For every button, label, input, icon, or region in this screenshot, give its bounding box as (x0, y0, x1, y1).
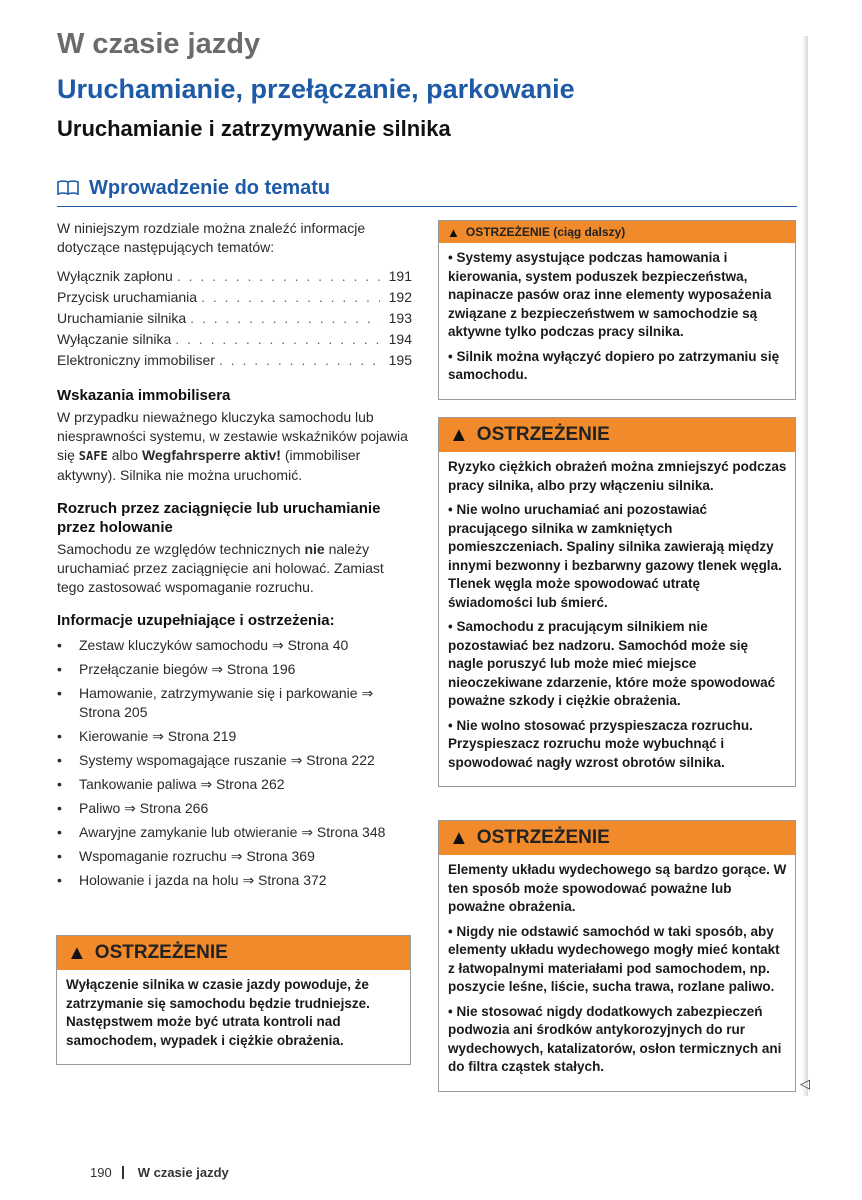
info-list (57, 636, 412, 890)
page-footer (90, 1165, 229, 1180)
subsection-title: Uruchamianie i zatrzymywanie silnika (57, 116, 451, 141)
warning-bullet: • Nie wolno uruchamiać ani pozostawiać pracującego silnika w zamkniętych pomieszczeniach. Spaliny silnika zawierają między innymi bezwonny i bezbarwny gazowy tlenek węgla. Tlenek węgla może spowodować utratę świadomości lub śmierć. (448, 502, 782, 610)
safe-indicator: SAFE (78, 449, 108, 463)
warning-bullet: • Nigdy nie odstawić samochód w taki sposób, aby elementy układu wydechowego mogły mieć kontakt z łatwopalnymi materiałami pod samochodem, np. poszycie leśne, liście, sucha trawa, rozlane paliwo. (448, 923, 780, 994)
toc-label: Wyłącznik zapłonu (57, 268, 173, 284)
intro-text: W niniejszym rozdziale można znaleźć informacje dotyczące następujących tematów: (57, 220, 366, 255)
warning-box-engine-off (56, 935, 411, 1065)
warning-bullet: • Nie stosować nigdy dodatkowych zabezpieczeń podwozia ani środków antykorozyjnych do rur wydechowych, katalizatorów, osłon termicznych ani do filtra cząstek stałych. (448, 1003, 782, 1074)
page-number: 190 (90, 1165, 112, 1180)
book-icon (57, 180, 79, 201)
left-column (57, 219, 412, 895)
toc-item[interactable] (57, 267, 412, 288)
warning-box-continued (438, 220, 796, 400)
info-link-item[interactable]: • Awaryjne zamykanie lub otwieranie ⇒ Strona 348 (57, 823, 412, 842)
warning-intro: Ryzyko ciężkich obrażeń można zmniejszyć podczas pracy silnika, albo przy włączeniu silnika. (448, 459, 787, 493)
toc-label: Wyłączanie silnika (57, 331, 172, 347)
info-link-item[interactable]: • Zestaw kluczyków samochodu ⇒ Strona 40 (57, 636, 412, 655)
toc-label: Uruchamianie silnika (57, 310, 187, 326)
warning-triangle-icon: ▲ (449, 423, 469, 446)
warning-triangle-icon: ▲ (67, 941, 87, 964)
warning-bullet: • Systemy asystujące podczas hamowania i kierowania, system poduszek bezpieczeństwa, napinacze pasów oraz inne elementy wyposażenia związane z bezpieczeństwem w samochodzie są aktywne tylko podczas pracy silnika. (448, 250, 772, 339)
info-link-item[interactable]: • Kierowanie ⇒ Strona 219 (57, 727, 412, 746)
intro-title: Wprowadzenie do tematu (89, 177, 331, 199)
warning-title: OSTRZEŻENIE (476, 827, 610, 848)
info-link-item[interactable]: • Holowanie i jazda na holu ⇒ Strona 372 (57, 871, 412, 890)
info-link-item[interactable]: • Hamowanie, zatrzymywanie się i parkowanie ⇒ Strona 205 (57, 684, 412, 722)
warning-bullet: • Nie wolno stosować przyspieszacza rozruchu. Przyspieszacz rozruchu może wybuchnąć i spowodować nagły wzrost obrotów silnika. (448, 717, 753, 770)
rozruch-heading: Rozruch przez zaciągnięcie lub uruchamianie przez holowanie (57, 500, 381, 536)
intro-heading-bar (57, 176, 797, 207)
info-heading: Informacje uzupełniające i ostrzeżenia: (57, 612, 335, 629)
section-title: Uruchamianie, przełączanie, parkowanie (57, 74, 575, 104)
toc-item[interactable] (57, 309, 412, 330)
toc-label: Przycisk uruchamiania (57, 289, 198, 305)
toc-page: 195 (388, 352, 412, 368)
warning-box-engine-running (438, 417, 796, 787)
info-link-item[interactable]: • Tankowanie paliwa ⇒ Strona 262 (57, 775, 412, 794)
warning-triangle-icon: ▲ (447, 224, 460, 240)
warning-title: OSTRZEŻENIE (94, 942, 228, 963)
toc-page: 194 (388, 331, 412, 347)
warning-title: OSTRZEŻENIE (476, 424, 610, 445)
chapter-title: W czasie jazdy (57, 28, 261, 60)
toc-page: 192 (388, 289, 412, 305)
toc-page: 193 (388, 310, 412, 326)
footer-section: W czasie jazdy (137, 1165, 229, 1180)
toc-page: 191 (388, 268, 412, 284)
info-link-item[interactable]: • Systemy wspomagające ruszanie ⇒ Strona 222 (57, 751, 412, 770)
toc-item[interactable] (57, 330, 412, 351)
toc-list (57, 267, 412, 372)
warning-bullet: • Silnik można wyłączyć dopiero po zatrzymaniu się samochodu. (448, 348, 780, 382)
warning-box-exhaust (438, 820, 796, 1092)
toc-item[interactable] (57, 351, 412, 372)
toc-label: Elektroniczny immobiliser (57, 352, 215, 368)
toc-item[interactable] (57, 288, 412, 309)
warning-intro: Elementy układu wydechowego są bardzo gorące. W ten sposób może spowodować poważne lub poważne obrażenia. (448, 862, 787, 914)
warning-title: OSTRZEŻENIE (ciąg dalszy) (465, 225, 626, 239)
immo-text: W przypadku nieważnego kluczyka samochodu lub niesprawności systemu, w zestawie wskaźników pojawia się SAFE albo Wegfahrsperre aktiv! (immobiliser aktywny). Silnika nie można uruchomić. (57, 409, 408, 483)
rozruch-text: Samochodu ze względów technicznych nie należy uruchamiać przez zaciągnięcie ani holować. Zamiast tego zastosować wspomaganie rozruchu. (57, 541, 384, 595)
immo-heading: Wskazania immobilisera (57, 387, 231, 404)
footer-divider (122, 1166, 124, 1179)
info-link-item[interactable]: • Wspomaganie rozruchu ⇒ Strona 369 (57, 847, 412, 866)
continue-arrow-icon: ◁ (800, 1076, 810, 1091)
warning-triangle-icon: ▲ (449, 826, 469, 849)
warning-bullet: • Samochodu z pracującym silnikiem nie pozostawiać bez nadzoru. Samochód może się nagle poruszyć lub może mieć miejsce nieoczekiwane zdarzenie, które może spowodować poważne szkody i ciężkie obrażenia. (448, 619, 776, 708)
info-link-item[interactable]: • Paliwo ⇒ Strona 266 (57, 799, 412, 818)
page-edge-shadow (802, 36, 808, 1096)
info-link-item[interactable]: • Przełączanie biegów ⇒ Strona 196 (57, 660, 412, 679)
warning-text: Wyłączenie silnika w czasie jazdy powoduje, że zatrzymanie się samochodu będzie trudniejsze. Następstwem może być utrata kontroli nad samochodem, wypadek i ciężkie obrażenia. (66, 977, 370, 1048)
